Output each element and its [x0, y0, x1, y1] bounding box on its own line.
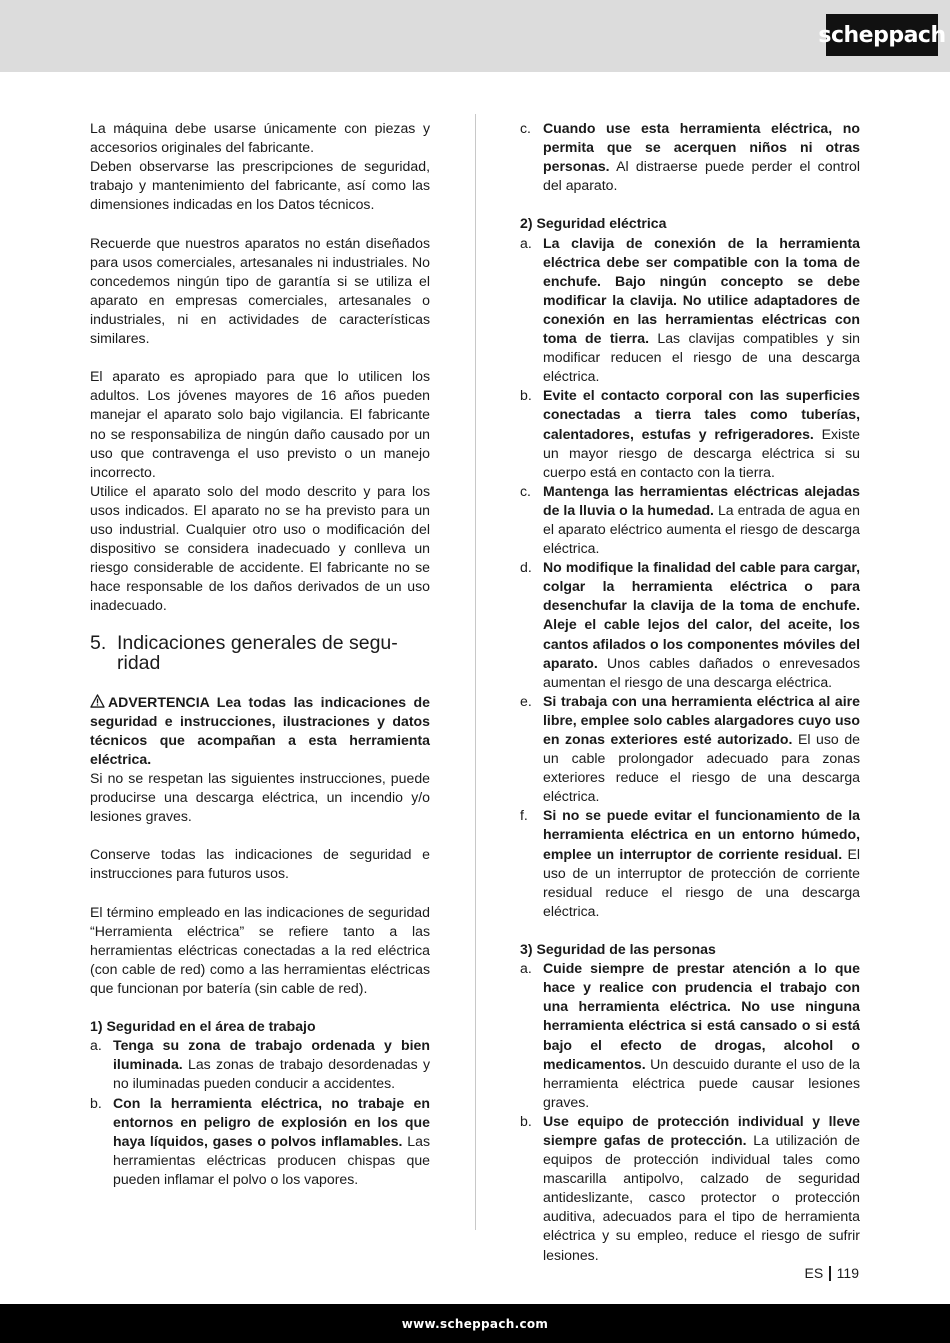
paragraph: Deben observarse las prescripciones de seguridad, trabajo y mantenimiento del fabricante, así como las dimensiones indicadas en los Datos técnicos.: [90, 158, 430, 213]
paragraph: Conserve todas las indicaciones de seguridad e instrucciones para futuros usos.: [90, 846, 430, 882]
item-text: Las herramientas eléctricas producen chispas que pueden inflamar el polvo o los vapores.: [113, 1132, 431, 1187]
list-marker: e.: [520, 692, 532, 709]
section-title: [90, 633, 430, 673]
list-marker: c.: [520, 120, 531, 136]
item-text: La utilización de equipos de protección individual tales como mascarilla antipolvo, calzado de seguridad antideslizante, casco protector o protección auditiva, adecuados para el tipo de herramienta eléctrica y su empleo, reduce el riesgo de sufrir lesiones.: [543, 1131, 860, 1263]
item-bold-text: Tenga su zona de trabajo ordenada y bien iluminada.: [113, 1037, 430, 1073]
section-number: 5.: [90, 632, 107, 655]
paragraph: Si no se respetan las siguientes instrucciones, puede producirse una descarga eléctrica, un incendio y/o lesiones graves.: [90, 769, 430, 825]
list-marker: b.: [520, 387, 532, 404]
language-code: ES: [804, 1265, 824, 1281]
list-item: [90, 1036, 430, 1093]
item-text: Un descuido durante el uso de la herramienta eléctrica puede causar lesiones graves.: [543, 1055, 860, 1110]
item-bold-text: Con la herramienta eléctrica, no trabaje en entornos en peligro de explosión en los que haya líquidos, gases o polvos inflamables.: [113, 1094, 430, 1149]
paragraph: El aparato es apropiado para que lo utilicen los adultos. Los jóvenes mayores de 16 años pueden manejar el aparato solo bajo vigilancia. El fabricante no se responsabiliza de ningún daño causado por un uso que contravenga el uso previsto o un manejo incorrecto.: [90, 368, 430, 480]
item-text: Al distraerse puede perder el control del aparato.: [543, 158, 860, 194]
list-item: [520, 386, 860, 481]
item-text: Unos cables dañados o enrevesados aumentan el riesgo de una descarga eléctrica.: [543, 654, 860, 690]
item-bold-text: Si trabaja con una herramienta eléctrica al aire libre, emplee solo cables alargadores cuyo uso en zonas exteriores esté autorizado.: [543, 692, 860, 747]
right-column: [520, 119, 860, 1265]
list-item: [520, 558, 860, 692]
footer-bar: [0, 1304, 950, 1343]
item-bold-text: La clavija de conexión de la herramienta eléctrica debe ser compatible con la toma de enchufe. Bajo ningún concepto se debe modificar la clavija. No utilice adaptadores de conexión en las herramientas eléctricas con toma de tierra.: [543, 234, 860, 347]
item-text: Las clavijas compatibles y sin modificar reducen el riesgo de una descarga eléctrica.: [543, 330, 861, 385]
page-number-separator: [829, 1266, 831, 1281]
paragraph: La máquina debe usarse únicamente con piezas y accesorios originales del fabricante.: [90, 120, 430, 156]
list-item: [520, 119, 860, 195]
list-item: [90, 1094, 430, 1189]
list-marker: b.: [90, 1094, 102, 1111]
warning-heading: [90, 693, 430, 769]
subheading: 3) Seguridad de las personas: [520, 941, 716, 958]
paragraph: El término empleado en las indicaciones de seguridad “Herramienta eléctrica” se refiere tanto a las herramientas eléctricas conectadas a la red eléctrica (con cable de red) como a las herramientas eléctricas que funcionan por batería (sin cable de red).: [90, 903, 430, 996]
page-number-value: 119: [836, 1265, 859, 1281]
list-item: [520, 806, 860, 921]
section-title-line1: Indicaciones generales de segu-: [117, 632, 398, 655]
warning-triangle-icon: [90, 694, 105, 708]
item-bold-text: Cuide siempre de prestar atención a lo que hace y realice con prudencia el trabajo con una herramienta eléctrica. No use ninguna herramienta eléctrica si está cansado o si está bajo el efecto de drogas, alcohol o medicamentos.: [543, 960, 860, 1072]
list-item: [520, 1112, 860, 1265]
warning-bold-text: ADVERTENCIA Lea todas las indicaciones de seguridad e instrucciones, ilustraciones y datos técnicos que acompañan a esta herramienta eléctrica.: [90, 693, 430, 767]
section-title-line2: ridad: [117, 652, 161, 675]
item-text: El uso de un interruptor de protección de corriente residual reduce el riesgo de una descarga eléctrica.: [543, 845, 860, 919]
subheading: 1) Seguridad en el área de trabajo: [90, 1018, 316, 1035]
brand-logo: scheppach: [826, 14, 938, 56]
list-item: [520, 234, 860, 387]
list-marker: a.: [90, 1037, 102, 1054]
item-text: La entrada de agua en el aparato eléctrico aumenta el riesgo de descarga eléctrica.: [543, 501, 860, 557]
list-marker: d.: [520, 559, 532, 576]
list-marker: a.: [520, 234, 532, 251]
list-item: [520, 482, 860, 558]
item-text: Existe un mayor riesgo de descarga eléctrica si su cuerpo está en contacto con la tierra.: [543, 425, 860, 480]
list-marker: a.: [520, 960, 532, 977]
header-bar: [0, 0, 950, 72]
item-text: Las zonas de trabajo desordenadas y no iluminadas pueden conducir a accidentes.: [113, 1056, 430, 1092]
item-bold-text: Mantenga las herramientas eléctricas alejadas de la lluvia o la humedad.: [543, 482, 860, 518]
item-bold-text: Cuando use esta herramienta eléctrica, no permita que se acerquen niños ni otras personas.: [543, 120, 860, 175]
list-marker: c.: [520, 482, 531, 499]
list-marker: b.: [520, 1112, 532, 1129]
item-bold-text: Use equipo de protección individual y lleve siempre gafas de protección.: [543, 1112, 860, 1148]
list-marker: f.: [520, 807, 528, 824]
item-bold-text: Evite el contacto corporal con las superficies conectadas a tierra tales como tuberías, calentadores, estufas y refrigeradores.: [543, 387, 860, 442]
paragraph: Utilice el aparato solo del modo descrito y para los usos indicados. El aparato no se ha previsto para un uso industrial. Cualquier otro uso o modificación del dispositivo se considera inadecuado y conlleva un riesgo considerable de accidente. El fabricante no se hace responsable de los daños derivados de un uso inadecuado.: [90, 482, 430, 614]
left-column: [90, 119, 430, 1189]
column-divider: [475, 114, 476, 1230]
paragraph: Recuerde que nuestros aparatos no están diseñados para usos comerciales, artesanales ni industriales. No concedemos ningún tipo de garantía si se utiliza el aparato en empresas comerciales, artesanales o industriales, ni en actividades de características similares.: [90, 234, 430, 347]
list-item: [520, 692, 860, 807]
item-text: El uso de un cable prolongador adecuado para zonas exteriores reduce el riesgo de una descarga eléctrica.: [543, 731, 860, 805]
page-number: [804, 1265, 859, 1281]
website-url[interactable]: www.scheppach.com: [401, 1316, 549, 1331]
item-bold-text: No modifique la finalidad del cable para cargar, colgar la herramienta eléctrica o para desenchufar la clavija de la toma de enchufe. Aleje el cable lejos del calor, del aceite, los cantos afilados o los componentes móviles del aparato.: [543, 559, 860, 671]
list-item: [520, 959, 860, 1112]
item-bold-text: Si no se puede evitar el funcionamiento de la herramienta eléctrica en un entorno húmedo, emplee un interruptor de corriente residual.: [543, 807, 860, 862]
subheading: 2) Seguridad eléctrica: [520, 215, 667, 232]
